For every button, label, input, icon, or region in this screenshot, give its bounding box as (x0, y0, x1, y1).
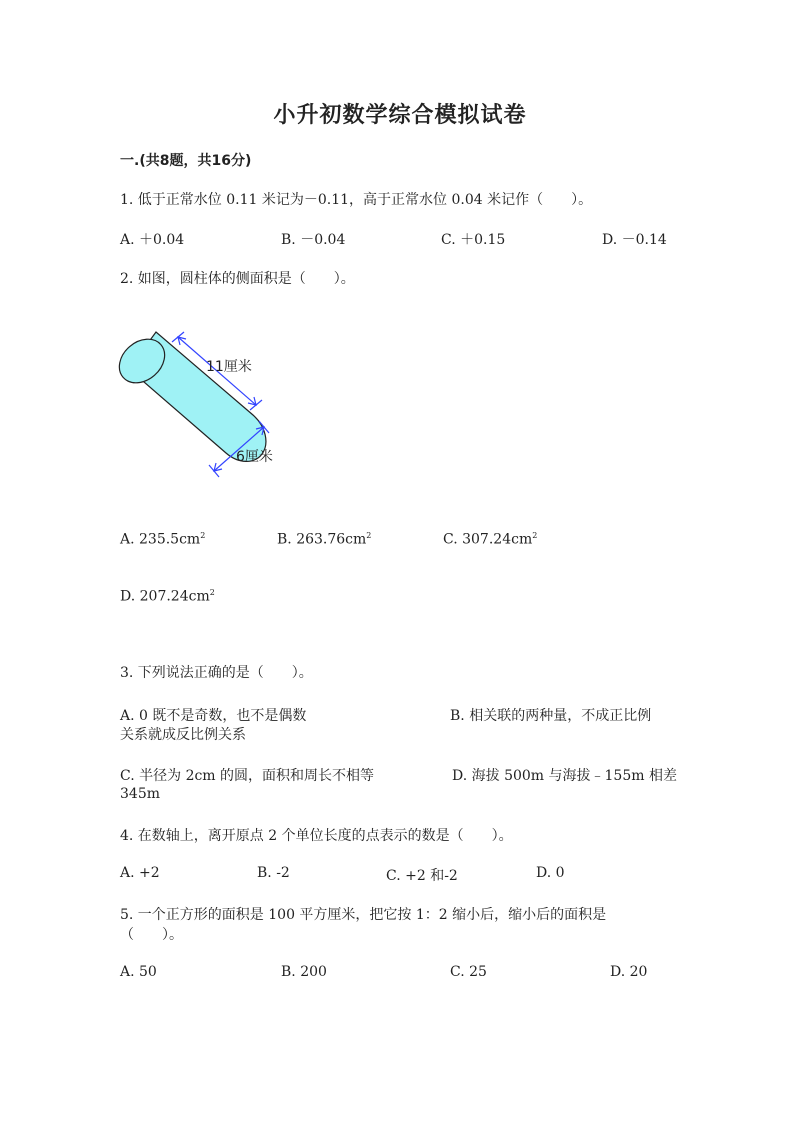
question-4-stem: 4. 在数轴上，离开原点 2 个单位长度的点表示的数是（ ）。 (120, 828, 513, 844)
question-5-option-c: C. 25 (450, 964, 487, 980)
question-5-stem: 5. 一个正方形的面积是 100 平方厘米，把它按 1：2 缩小后，缩小后的面积是 (120, 907, 607, 923)
question-5-option-b: B. 200 (281, 964, 327, 980)
question-2-option-d: D. $207.24cm^2$ (120, 588, 215, 605)
question-5-option-a: A. 50 (120, 964, 157, 980)
question-1-option-b: B. －0.04 (281, 232, 346, 248)
question-2-option-b: B. $263.76cm^2$ (277, 531, 372, 548)
diameter-label: 6厘米 (236, 449, 273, 465)
question-4-option-d: D. 0 (536, 865, 565, 881)
question-1-option-a: A. ＋0.04 (120, 232, 185, 248)
question-1-stem: 1. 低于正常水位 0.11 米记为－0.11，高于正常水位 0.04 米记作（ ）。 (120, 192, 593, 208)
question-4-option-c: C. +2 和-2 (386, 868, 458, 884)
question-4-option-a: A. +2 (120, 865, 160, 881)
length-label: 11厘米 (206, 359, 252, 375)
question-4-option-b: B. -2 (257, 865, 290, 881)
question-5-option-d: D. 20 (610, 964, 648, 980)
question-5-stem-continued: （ ）。 (120, 927, 183, 943)
section-heading: 一.(共8题，共16分) (120, 153, 252, 169)
question-2-option-c: C. $307.24cm^2$ (443, 531, 538, 548)
question-3-option-b-continued: 关系就成反比例关系 (120, 727, 246, 743)
question-1-option-c: C. ＋0.15 (441, 232, 506, 248)
question-2-option-a: A. $235.5cm^2$ (120, 531, 206, 548)
question-2-stem: 2. 如图，圆柱体的侧面积是（ ）。 (120, 271, 355, 287)
page-title: 小升初数学综合模拟试卷 (273, 103, 527, 128)
question-3-option-a: A. 0 既不是奇数，也不是偶数 (120, 708, 307, 724)
question-3-stem: 3. 下列说法正确的是（ ）。 (120, 665, 313, 681)
question-3-option-c: C. 半径为 2cm 的圆，面积和周长不相等 (120, 768, 375, 784)
question-3-option-d-continued: 345m (120, 786, 160, 802)
question-3-option-d: D. 海拔 500m 与海拔﹣155m 相差 (452, 768, 677, 784)
question-1-option-d: D. －0.14 (602, 232, 667, 248)
cylinder-figure (116, 325, 306, 485)
question-3-option-b: B. 相关联的两种量，不成正比例 (450, 708, 652, 724)
